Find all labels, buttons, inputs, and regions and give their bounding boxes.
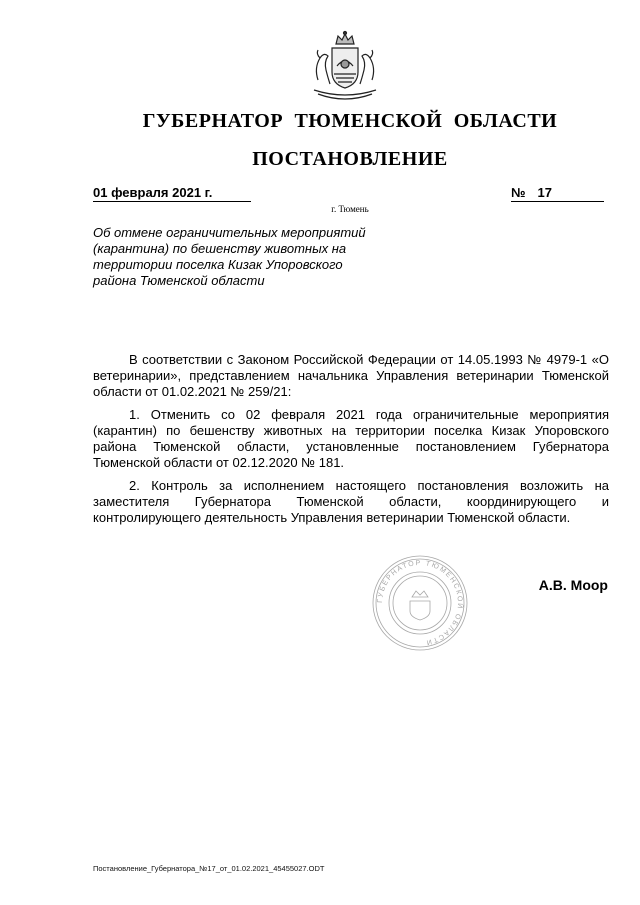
document-date: 01 февраля 2021 г. [93,185,251,202]
issuing-authority-heading: ГУБЕРНАТОР ТЮМЕНСКОЙ ОБЛАСТИ [142,110,558,132]
document-body [93,352,609,533]
body-item-2: 2. Контроль за исполнением настоящего постановления возложить на заместителя Губернатора Тюменской области, координирующего и контролирующего деятельность Управления ветеринарии Тюменской области. [93,478,609,525]
official-seal-stamp [370,553,470,653]
document-subject: Об отмене ограничительных мероприятий (карантина) по бешенству животных на территории поселка Кизак Упоровского района Тюменской области [93,225,366,288]
preamble-paragraph: В соответствии с Законом Российской Федерации от 14.05.1993 № 4979-1 «О ветеринарии», представлением начальника Управления ветеринарии Тюменской области от 01.02.2021 № 259/21: [93,352,609,399]
city-label: г. Тюмень [331,204,369,214]
file-name-footer: Постановление_Губернатора_№17_от_01.02.2021_45455027.ODT [93,864,325,873]
document-number [511,185,604,202]
document-number-value: 17 [537,185,552,200]
document-type-heading: ПОСТАНОВЛЕНИЕ [252,148,448,170]
signatory-name: А.В. Моор [538,577,608,593]
body-item-1: 1. Отменить со 02 февраля 2021 года ограничительные мероприятия (карантин) по бешенству животных на территории поселка Кизак Упоровского района Тюменской области, установленные постановлением Губернатора Тюменской области от 02.12.2020 № 181. [93,407,609,470]
coat-of-arms-emblem [300,30,390,105]
seal-ring-text: ГУБЕРНАТОР ТЮМЕНСКОЙ ОБЛАСТИ [376,559,464,646]
document-number-label: № [511,185,526,200]
